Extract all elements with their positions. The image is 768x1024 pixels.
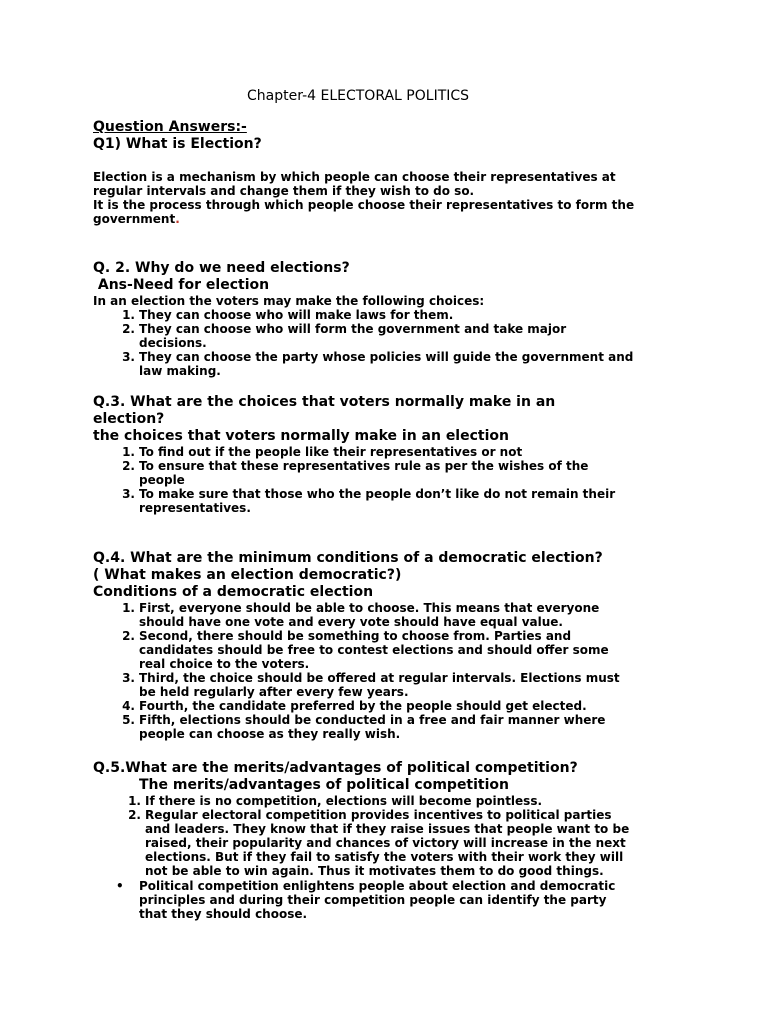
q1-answer (93, 170, 634, 226)
q4-question: Q.4. What are the minimum conditions of a democratic election? (93, 550, 603, 566)
list-number: 2. (128, 808, 141, 822)
document-title: Chapter-4 ELECTORAL POLITICS (247, 88, 470, 104)
list-number: 2. (122, 629, 135, 643)
q5-question: Q.5.What are the merits/advantages of political competition? (93, 760, 578, 776)
list-number: 3. (122, 350, 135, 364)
list-item (122, 487, 616, 515)
q3-question-line: election? (93, 411, 165, 427)
list-item (122, 713, 620, 741)
list-line: people (139, 473, 185, 487)
list-line: Regular electoral competition provides incentives to political parties (145, 808, 612, 822)
list-number: 1. (128, 794, 141, 808)
list-line: should have one vote and every vote should have equal value. (139, 615, 563, 629)
list-line: raised, their popularity and chances of victory will increase in the next (145, 836, 626, 850)
list-number: 3. (122, 671, 135, 685)
list-item (122, 459, 615, 487)
q4-subheading: Conditions of a democratic election (93, 584, 374, 600)
list-number: 2. (122, 322, 135, 336)
list-line: Fifth, elections should be conducted in a free and fair manner where (139, 713, 606, 727)
list-line: To ensure that these representatives rule as per the wishes of the (139, 459, 589, 473)
list-line: people can choose as they really wish. (139, 727, 401, 741)
list-line: To find out if the people like their representatives or not (139, 445, 523, 459)
q5-subheading: The merits/advantages of political competition (139, 777, 510, 793)
q1-line: It is the process through which people choose their representatives to form the (93, 198, 635, 212)
list-line: They can choose the party whose policies will guide the government and (139, 350, 634, 364)
q1-line (93, 212, 634, 226)
list-line: be held regularly after every few years. (139, 685, 409, 699)
q1-period: . (175, 212, 180, 226)
q3-list (122, 445, 616, 515)
list-number: 3. (122, 487, 135, 501)
list-item (122, 322, 633, 350)
list-line: Fourth, the candidate preferred by the people should get elected. (139, 699, 587, 713)
q4-alt-question: ( What makes an election democratic?) (93, 567, 402, 583)
q4-list (122, 601, 620, 741)
list-line: Third, the choice should be offered at regular intervals. Elections must (139, 671, 620, 685)
list-line: Second, there should be something to choose from. Parties and (139, 629, 572, 643)
list-item (128, 808, 630, 878)
q1-line: Election is a mechanism by which people can choose their representatives at (93, 170, 616, 184)
list-number: 1. (122, 601, 135, 615)
q1-line-text: government (93, 212, 176, 226)
list-item (122, 445, 615, 459)
list-line: and leaders. They know that if they raise issues that people want to be (145, 822, 630, 836)
list-line: They can choose who will make laws for them. (139, 308, 454, 322)
q2-intro-text: In an election the voters may make the following choices: (93, 294, 485, 308)
list-line: not be able to win again. Thus it motivates them to do good things. (145, 864, 604, 878)
q1-question: Q1) What is Election? (93, 136, 262, 152)
list-item (122, 699, 620, 713)
q5-bullet-list (116, 879, 616, 921)
list-line: First, everyone should be able to choose. This means that everyone (139, 601, 600, 615)
q3-question-line: Q.3. What are the choices that voters normally make in an (93, 394, 556, 410)
q2-question: Q. 2. Why do we need elections? (93, 260, 350, 276)
list-item (122, 629, 620, 671)
question-answers-label: Question Answers:- (93, 119, 247, 135)
list-item (122, 601, 620, 629)
list-item (122, 671, 620, 699)
list-line: representatives. (139, 501, 251, 515)
q2-intro (93, 294, 484, 308)
list-line: To make sure that those who the people don’t like do not remain their (139, 487, 616, 501)
q5-list (128, 794, 630, 878)
list-number: 5. (122, 713, 135, 727)
list-number: 2. (122, 459, 135, 473)
list-item (122, 350, 634, 378)
list-line: real choice to the voters. (139, 657, 310, 671)
list-line: elections. But if they fail to satisfy the voters with their work they will (145, 850, 624, 864)
list-line: that they should choose. (139, 907, 308, 921)
list-number: 1. (122, 445, 135, 459)
list-line: Political competition enlightens people about election and democratic (139, 879, 616, 893)
list-line: principles and during their competition people can identify the party (139, 893, 607, 907)
bullet-icon: • (116, 879, 124, 893)
list-line: law making. (139, 364, 221, 378)
list-number: 4. (122, 699, 135, 713)
q2-answer-heading: Ans-Need for election (93, 277, 270, 293)
list-item (122, 308, 633, 322)
list-number: 1. (122, 308, 135, 322)
list-item (128, 794, 629, 808)
list-item (116, 879, 616, 921)
list-line: candidates should be free to contest elections and should offer some (139, 643, 609, 657)
list-line: They can choose who will form the government and take major (139, 322, 567, 336)
list-line: decisions. (139, 336, 207, 350)
q1-line: regular intervals and change them if they wish to do so. (93, 184, 475, 198)
q2-list (122, 308, 634, 378)
q3-subheading: the choices that voters normally make in an election (93, 428, 509, 444)
list-line: If there is no competition, elections will become pointless. (145, 794, 543, 808)
